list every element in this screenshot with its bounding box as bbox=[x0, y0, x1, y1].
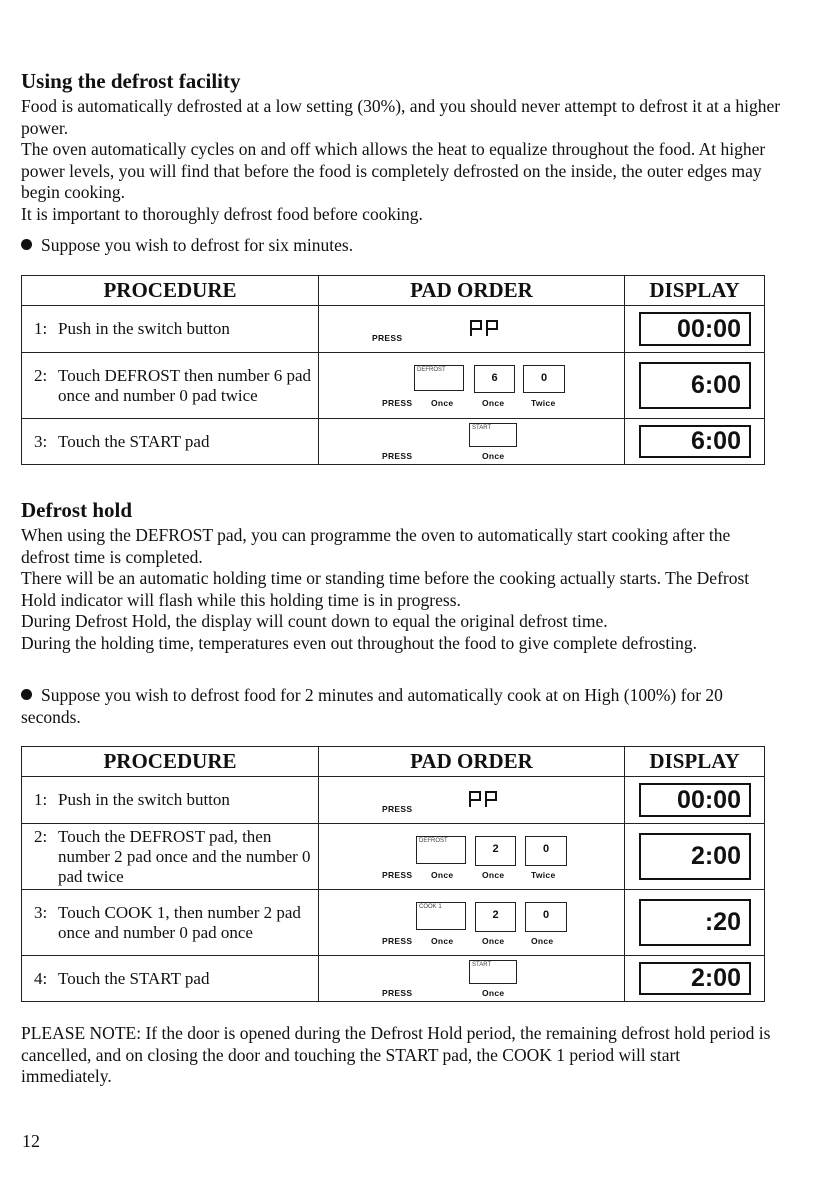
display-readout: 2:00 bbox=[639, 962, 751, 995]
step-number: 2: bbox=[34, 826, 48, 846]
defrost-hold-text bbox=[21, 525, 781, 654]
table-row bbox=[22, 777, 765, 824]
press-label: PRESS bbox=[372, 333, 403, 343]
step-text: Touch the DEFROST pad, then number 2 pad once and the number 0 pad twice bbox=[58, 826, 311, 886]
paragraph: When using the DEFROST pad, you can programme the oven to automatically start cooking after the defrost time is completed. bbox=[21, 525, 731, 567]
display-readout: 00:00 bbox=[639, 312, 751, 346]
number-2-pad-icon: 2 bbox=[475, 902, 516, 932]
bullet-text: Suppose you wish to defrost food for 2 minutes and automatically cook at on High (100%) for 20 seconds. bbox=[21, 685, 723, 727]
count-label: Once bbox=[431, 870, 454, 880]
cook-1-pad-icon: COOK 1 bbox=[416, 902, 466, 930]
step-number: 1: bbox=[34, 790, 48, 809]
step-number: 2: bbox=[34, 365, 48, 385]
number-0-pad-icon: 0 bbox=[523, 365, 565, 393]
count-label: Once bbox=[531, 936, 554, 946]
table-row bbox=[22, 956, 765, 1002]
count-label: Once bbox=[482, 936, 505, 946]
defrost-facility-text bbox=[21, 96, 781, 225]
press-label: PRESS bbox=[382, 398, 413, 408]
table-row bbox=[22, 824, 765, 890]
step-number: 4: bbox=[34, 968, 48, 988]
table-header-row bbox=[22, 747, 765, 777]
press-label: PRESS bbox=[382, 804, 413, 814]
display-readout: 6:00 bbox=[639, 425, 751, 458]
header-pad-order: PAD ORDER bbox=[319, 276, 625, 306]
switch-button-icon bbox=[486, 320, 498, 336]
step-number: 3: bbox=[34, 431, 48, 451]
step-text: Touch the START pad bbox=[58, 431, 210, 451]
start-pad-icon: START bbox=[469, 423, 517, 447]
defrost-pad-icon: DEFROST bbox=[416, 836, 466, 864]
display-readout: 00:00 bbox=[639, 783, 751, 817]
step-text: Touch DEFROST then number 6 pad once and number 0 pad twice bbox=[58, 365, 311, 405]
table-header-row bbox=[22, 276, 765, 306]
number-0-pad-icon: 0 bbox=[525, 836, 567, 866]
please-note: PLEASE NOTE: If the door is opened during the Defrost Hold period, the remaining defrost hold period is cancelled, and on closing the door and touching the START pad, the COOK 1 period will start immediately. bbox=[21, 1023, 771, 1086]
press-label: PRESS bbox=[382, 451, 413, 461]
step-text: Touch the START pad bbox=[58, 968, 210, 988]
press-label: PRESS bbox=[382, 988, 413, 998]
table-row bbox=[22, 306, 765, 353]
defrost-pad-icon: DEFROST bbox=[414, 365, 464, 391]
step-text: Touch COOK 1, then number 2 pad once and number 0 pad once bbox=[58, 902, 301, 942]
display-readout: 6:00 bbox=[639, 362, 751, 409]
header-pad-order: PAD ORDER bbox=[319, 747, 625, 777]
paragraph: During the holding time, temperatures even out throughout the food to give complete defrosting. bbox=[21, 632, 698, 653]
step-number: 1: bbox=[34, 319, 48, 338]
display-readout: :20 bbox=[639, 899, 751, 946]
page-number: 12 bbox=[22, 1131, 40, 1151]
switch-button-icon bbox=[470, 320, 482, 336]
table-row bbox=[22, 353, 765, 419]
table-row bbox=[22, 890, 765, 956]
paragraph: It is important to thoroughly defrost food before cooking. bbox=[21, 203, 423, 224]
bullet-icon bbox=[21, 689, 32, 700]
count-label: Once bbox=[482, 988, 505, 998]
bullet-icon bbox=[21, 239, 32, 250]
press-label: PRESS bbox=[382, 870, 413, 880]
count-label: Once bbox=[482, 398, 505, 408]
switch-button-icon bbox=[469, 791, 481, 807]
table-row bbox=[22, 419, 765, 465]
count-label: Twice bbox=[531, 870, 556, 880]
paragraph: There will be an automatic holding time or standing time before the cooking actually starts. The Defrost Hold indicator will flash while this holding time is in progress. bbox=[21, 568, 750, 610]
count-label: Once bbox=[431, 398, 454, 408]
section-heading-defrost-facility: Using the defrost facility bbox=[21, 69, 241, 93]
count-label: Once bbox=[482, 870, 505, 880]
count-label: Twice bbox=[531, 398, 556, 408]
count-label: Once bbox=[482, 451, 505, 461]
paragraph: Food is automatically defrosted at a low setting (30%), and you should never attempt to defrost it at a higher power. bbox=[21, 96, 781, 138]
number-6-pad-icon: 6 bbox=[474, 365, 515, 393]
start-pad-icon: START bbox=[469, 960, 517, 984]
number-2-pad-icon: 2 bbox=[475, 836, 516, 866]
press-label: PRESS bbox=[382, 936, 413, 946]
switch-button-icon bbox=[485, 791, 497, 807]
section-heading-defrost-hold: Defrost hold bbox=[21, 498, 133, 522]
number-0-pad-icon: 0 bbox=[525, 902, 567, 932]
header-procedure: PROCEDURE bbox=[22, 276, 319, 306]
header-procedure: PROCEDURE bbox=[22, 747, 319, 777]
paragraph: The oven automatically cycles on and off which allows the heat to equalize throughout the food. At higher power levels, you will find that before the food is completely defrosted on the inside, the outer edges may begin cooking. bbox=[21, 139, 766, 202]
procedure-table-1 bbox=[21, 275, 765, 465]
paragraph: During Defrost Hold, the display will count down to equal the original defrost time. bbox=[21, 611, 608, 631]
procedure-table-2 bbox=[21, 746, 765, 1002]
step-text: Push in the switch button bbox=[58, 319, 230, 338]
bullet-example-2 bbox=[21, 685, 781, 728]
display-readout: 2:00 bbox=[639, 833, 751, 880]
header-display: DISPLAY bbox=[625, 276, 765, 306]
bullet-example-1 bbox=[21, 235, 781, 257]
bullet-text: Suppose you wish to defrost for six minutes. bbox=[41, 235, 354, 255]
step-number: 3: bbox=[34, 902, 48, 922]
header-display: DISPLAY bbox=[625, 747, 765, 777]
count-label: Once bbox=[431, 936, 454, 946]
step-text: Push in the switch button bbox=[58, 790, 230, 809]
